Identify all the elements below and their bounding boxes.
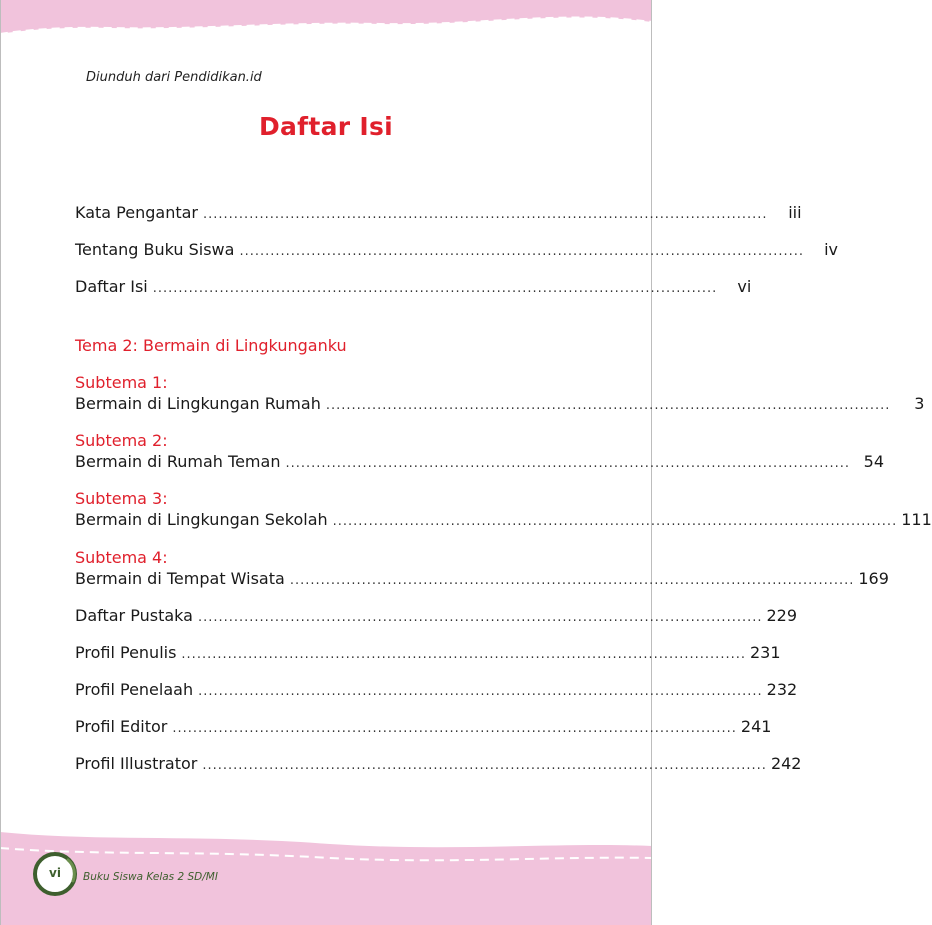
toc-entry[interactable] (75, 452, 885, 474)
toc-leader-dots: .............................................................................................................. (172, 721, 737, 736)
toc-entry-label: Tentang Buku Siswa (75, 240, 235, 259)
toc-entry-label: Bermain di Lingkungan Sekolah (75, 510, 328, 529)
subtheme-heading: Subtema 1: (75, 373, 168, 392)
toc-entry-page: 232 (766, 680, 798, 699)
toc-entry-label: Bermain di Lingkungan Rumah (75, 394, 321, 413)
footer-book-title: Buku Siswa Kelas 2 SD/MI (83, 871, 218, 883)
toc-entry-label: Profil Editor (75, 717, 168, 736)
toc-entry-label: Kata Pengantar (75, 203, 198, 222)
toc-entry-page: 169 (858, 569, 889, 588)
toc-leader-dots: .............................................................................................................. (152, 281, 718, 296)
subtheme-heading: Subtema 3: (75, 489, 168, 508)
toc-entry[interactable] (75, 394, 925, 416)
toc-entry-page: iii (788, 203, 802, 222)
toc-leader-dots: .............................................................................................................. (285, 456, 851, 471)
toc-entry[interactable] (75, 569, 889, 591)
toc-entry[interactable] (75, 643, 781, 665)
toc-entry-page: vi (737, 277, 752, 296)
toc-leader-dots: .............................................................................................................. (239, 244, 805, 259)
toc-entry-page: 54 (863, 452, 885, 471)
toc-leader-dots: .............................................................................................................. (203, 207, 768, 222)
toc-entry[interactable] (75, 606, 798, 628)
toc-entry-label: Bermain di Tempat Wisata (75, 569, 285, 588)
footer-page-number: vi (49, 866, 61, 880)
theme-heading: Tema 2: Bermain di Lingkunganku (75, 336, 347, 355)
toc-leader-dots: .............................................................................................................. (332, 514, 898, 529)
toc-leader-dots: .............................................................................................................. (198, 684, 763, 699)
toc-entry-page: 231 (749, 643, 781, 662)
toc-entry-label: Profil Illustrator (75, 754, 198, 773)
toc-leader-dots: .............................................................................................................. (202, 758, 767, 773)
toc-leader-dots: .............................................................................................................. (181, 647, 746, 662)
toc-entry-label: Daftar Pustaka (75, 606, 193, 625)
toc-entry-page: iv (824, 240, 839, 259)
toc-entry[interactable] (75, 754, 802, 776)
toc-entry-label: Daftar Isi (75, 277, 148, 296)
toc-entry[interactable] (75, 717, 772, 739)
toc-entry-label: Profil Penelaah (75, 680, 194, 699)
toc-leader-dots: .............................................................................................................. (325, 398, 891, 413)
toc-leader-dots: .............................................................................................................. (197, 610, 763, 625)
toc-entry-page: 229 (766, 606, 798, 625)
watermark-text: Diunduh dari Pendidikan.id (86, 70, 262, 85)
toc-entry-page: 242 (770, 754, 802, 773)
subtheme-heading: Subtema 2: (75, 431, 168, 450)
toc-entry[interactable] (75, 240, 839, 262)
toc-entry-page: 111 (901, 510, 932, 529)
toc-entry-page: 3 (914, 394, 925, 413)
page-title: Daftar Isi (258, 112, 394, 141)
toc-entry[interactable] (75, 510, 932, 532)
subtheme-heading: Subtema 4: (75, 548, 168, 567)
toc-entry-label: Profil Penulis (75, 643, 177, 662)
toc-entry-page: 241 (740, 717, 772, 736)
toc-leader-dots: .............................................................................................................. (289, 573, 855, 588)
toc-entry[interactable] (75, 203, 802, 225)
toc-entry[interactable] (75, 277, 752, 299)
toc-entry-label: Bermain di Rumah Teman (75, 452, 281, 471)
toc-entry[interactable] (75, 680, 798, 702)
